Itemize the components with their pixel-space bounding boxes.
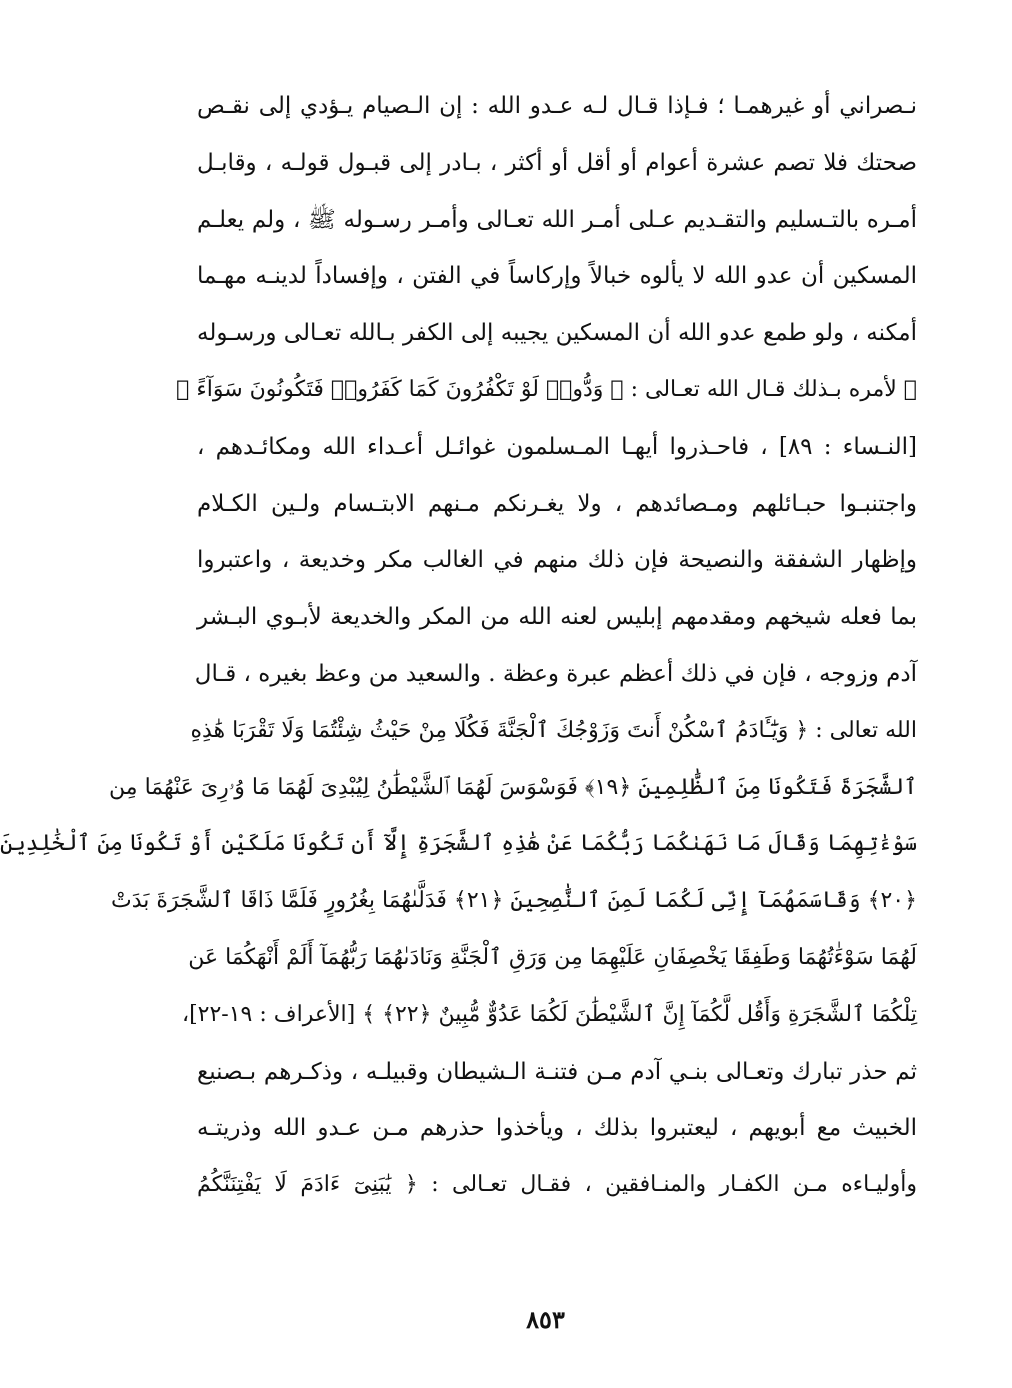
text-line: ﷺ لأمره بـذلك قـال الله تعـالى : ﴿ وَدُّوا۟ لَوْ تَكْفُرُونَ كَمَا كَفَرُوا۟ فَتَكُونُونَ سَوَآءً ﴾ [176, 376, 917, 402]
text-line: ثم حذر تبارك وتعـالى بنـي آدم مـن فتنـة الـشيطان وقبيلـه ، وذكـرهم بـصنيع [197, 1058, 917, 1085]
text-line: واجتنبـوا حبـائلهم ومـصائدهم ، ولا يغـرنكم مـنهم الابتـسام ولـين الكـلام [197, 490, 917, 517]
text-line: آدم وزوجه ، فإن في ذلك أعظم عبرة وعظة . والسعيد من وعظ بغيره ، قـال [194, 660, 917, 687]
text-line: بما فعله شيخهم ومقدمهم إبليس لعنه الله من المكر والخديعة لأبـوي البـشر [197, 604, 917, 631]
quran-verse-line: ﴿٢٠﴾ وَقَاسَمَهُمَآ إِنِّى لَكُمَا لَمِنَ ٱلنَّٰصِحِينَ ﴿٢١﴾ فَدَلَّىٰهُمَا بِغُرُورٍ فَلَمَّا ذَاقَا ٱلشَّجَرَةَ بَدَتْ [111, 888, 917, 914]
quran-verse-line: لَهُمَا سَوْءَٰتُهُمَا وَطَفِقَا يَخْصِفَانِ عَلَيْهِمَا مِن وَرَقِ ٱلْجَنَّةِ وَنَادَىٰهُمَا رَبُّهُمَآ أَلَمْ أَنْهَكُمَا عَن [188, 944, 917, 970]
text-line: وإظهار الشفقة والنصيحة فإن ذلك منهم في الغالب مكر وخديعة ، واعتبروا [197, 547, 917, 574]
page-number: ٨٥٣ [526, 1305, 565, 1334]
text-line: [النـساء : ٨٩] ، فاحـذروا أيهـا المـسلمون غوائـل أعـداء الله ومكائـدهم ، [197, 433, 917, 460]
quran-verse-line: سَوْءَٰتِهِمَا وَقَالَ مَا نَهَىٰكُمَا رَبُّكُمَا عَنْ هَٰذِهِ ٱلشَّجَرَةِ إِلَّآ أَن تَكُونَا مَلَكَيْنِ أَوْ تَكُونَا مِنَ ٱلْخَٰلِدِينَ [0, 831, 917, 857]
body-text [0, 78, 917, 1214]
text-line: أمـره بالتـسليم والتقـديم عـلى أمـر الله تعـالى وأمـر رسـوله ﷺ ، ولم يعلـم [197, 206, 917, 233]
quran-verse-line: تِلْكُمَا ٱلشَّجَرَةِ وَأَقُل لَّكُمَآ إِنَّ ٱلشَّيْطَٰنَ لَكُمَا عَدُوٌّ مُّبِينٌ ﴿٢٢﴾ ﴾ [الأعراف : ١٩-٢٢]، [181, 1001, 917, 1027]
text-line: وأوليـاءه مـن الكفـار والمنـافقين ، فقـال تعـالى : ﴿ يَٰبَنِىٓ ءَادَمَ لَا يَفْتِنَنَّكُمُ [197, 1172, 917, 1198]
text-line: صحتك فلا تصم عشرة أعوام أو أقل أو أكثر ، بـادر إلى قبـول قولـه ، وقابـل [197, 149, 917, 176]
text-line: أمكنه ، ولو طمع عدو الله أن المسكين يجيبه إلى الكفر بـالله تعـالى ورسـوله [197, 320, 917, 347]
text-line: المسكين أن عدو الله لا يألوه خبالاً وإركاساً في الفتن ، وإفساداً لدينـه مهـما [197, 263, 917, 290]
quran-verse-line: ٱلشَّجَرَةَ فَتَكُونَا مِنَ ٱلظَّٰلِمِينَ ﴿١٩﴾ فَوَسْوَسَ لَهُمَا ٱلشَّيْطَٰنُ لِيُبْدِىَ لَهُمَا مَا وُۥرِىَ عَنْهُمَا مِن [109, 774, 917, 800]
quran-verse-line: الله تعالى : ﴿ وَيَٰٓـَٔادَمُ ٱسْكُنْ أَنتَ وَزَوْجُكَ ٱلْجَنَّةَ فَكُلَا مِنْ حَيْثُ شِئْتُمَا وَلَا تَقْرَبَا هَٰذِهِ [190, 717, 917, 743]
text-line: الخبيث مع أبويهم ، ليعتبروا بذلك ، ويأخذوا حذرهم مـن عـدو الله وذريتـه [197, 1115, 917, 1142]
text-line: نـصراني أو غيرهمـا ؛ فـإذا قـال لـه عـدو الله : إن الـصيام يـؤدي إلى نقـص [197, 93, 917, 119]
